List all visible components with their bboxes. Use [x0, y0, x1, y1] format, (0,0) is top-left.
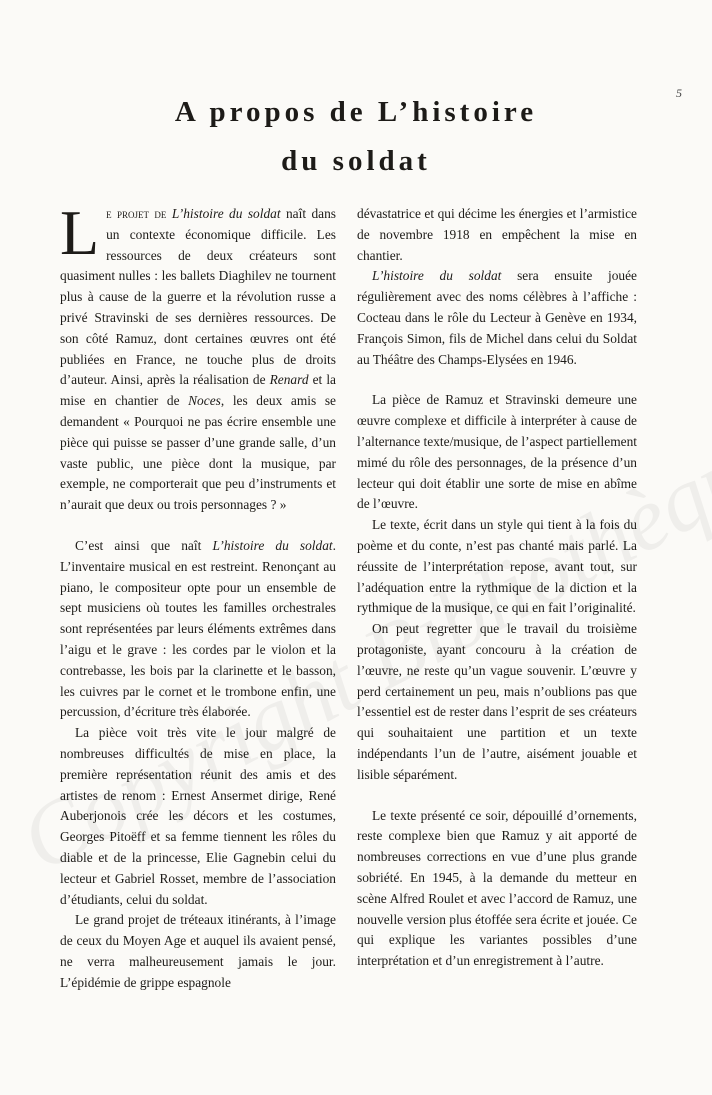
paragraph-text: , les deux amis se demandent « Pourquoi ne pas écrire ensemble une pièce qui puisse se passer d’une grande salle, d’un vaste public, une pièce dont la musique, par exemple, ne comporterait que peu d’instruments et n’aurait que deux ou trois personnages ? »	[60, 393, 336, 513]
paragraph-continuation: dévastatrice et qui décime les énergies et l’armistice de novembre 1918 en empêchent la mise en chantier.	[357, 206, 637, 263]
paragraph-tonight-version: Le texte présenté ce soir, dépouillé d’ornements, reste complexe bien que Ramuz y ait apporté de nombreuses corrections en vue d’une plus grande sobriété. En 1945, à la demande du metteur en scène Alfred Roulet et avec l’accord de Ramuz, une nouvelle version plus étoffée sera écrite et jouée. Ce qui explique les variantes possibles d’une interprétation et d’un enregistrement à l’autre.	[357, 807, 637, 969]
left-column	[60, 197, 337, 993]
right-column	[357, 204, 637, 972]
paragraph-premiere: La pièce voit très vite le jour malgré de nombreuses difficultés de mise en place, la première représentation réunit des amis et des artistes de renom : Ernest Ansermet dirige, René Auberjonois crée les décors et les costumes, Georges Pitoëff et sa femme tiennent les rôles du diable et de la princesse, Elie Gagnebin celui du lecteur et Gabriel Rosset, membre de l’association d’étudiants, celui du soldat.	[60, 725, 336, 907]
work-title: Renard	[269, 372, 309, 388]
paragraph-complexity: La pièce de Ramuz et Stravinski demeure une œuvre complexe et difficile à interpréter à cause de l’alternance texte/musique, de l’aspect partiellement mimé du rôle des personnages, de la présence d’un lecteur qui doit établir une sorte de mise en abîme de l’œuvre.	[357, 392, 637, 512]
paragraph-intro	[60, 197, 337, 516]
paragraph-text: sera ensuite jouée régulièrement avec des noms célèbres à l’affiche : Cocteau dans le rôle du Lecteur à Genève en 1934, François Simon, fils de Michel dans celui du Soldat au Théâtre des Champs-Elysées en 1946.	[357, 268, 638, 367]
work-title: L’histoire du soldat	[171, 206, 281, 221]
work-title: Noces	[188, 393, 221, 409]
paragraph-instrumentation	[60, 536, 336, 723]
page-number: 5	[676, 86, 682, 100]
title-line-1: A propos de L’histoire	[174, 96, 538, 128]
lead-in-text: e projet de	[106, 206, 172, 221]
paragraph-later-performances	[357, 266, 637, 370]
paragraph-touring-project: Le grand projet de tréteaux itinérants, à l’image de ceux du Moyen Age et auquel ils avaient pensé, ne verra malheureusement jamais le jour. L’épidémie de grippe espagnole	[60, 912, 336, 990]
work-title: L’histoire du soldat	[212, 537, 333, 553]
paragraph-text: C’est ainsi que naît	[75, 537, 213, 553]
paragraph-text: et la mise en chantier de	[60, 372, 336, 409]
paragraph-text-style: Le texte, écrit dans un style qui tient à la fois du poème et du conte, n’est pas chanté mais parlé. La réussite de l’interprétation repose, avant tout, sur l’adéquation entre la rythmique de la diction et la rythmique de la musique, ce qui en fait l’originalité.	[357, 517, 637, 616]
paragraph-text: naît dans un contexte économique difficile. Les ressources de deux créateurs sont quasiment nulles : les ballets Diaghilev ne tournent plus à cause de la guerre et la révolution russe a privé Stravinski de ses dernières ressources. De son côté Ramuz, dont certaines œuvres ont été publiées en France, ne touche plus de droits d’auteur. Ainsi, après la réalisation de	[60, 206, 337, 388]
title-line-2: du soldat	[281, 145, 431, 177]
drop-cap: L	[60, 197, 100, 268]
paragraph-text: . L’inventaire musical en est restreint. Renonçant au piano, le compositeur opte pour un ensemble de sept musiciens où toutes les familles orchestrales sont représentées par leurs éléments extrêmes dans l’aigu et le grave : les cordes par le violon et la contrebasse, les bois par la clarinette et le basson, les cuivres par le cornet et le trombone enfin, une percussion, d’écriture très élaborée.	[60, 537, 336, 720]
work-title: L’histoire du soldat	[372, 268, 502, 284]
paragraph-third-protagonist: On peut regretter que le travail du troisième protagoniste, ayant concouru à la création de l’œuvre, ne reste qu’un vague souvenir. L’œuvre y perd certainement un peu, mais n’oublions pas que l’essentiel est de rester dans l’esprit de ses créateurs qui souhaitaient une partition et un texte indépendants l’un de l’autre, aisément jouable et lisible séparément.	[357, 621, 637, 782]
page-title	[0, 88, 712, 186]
